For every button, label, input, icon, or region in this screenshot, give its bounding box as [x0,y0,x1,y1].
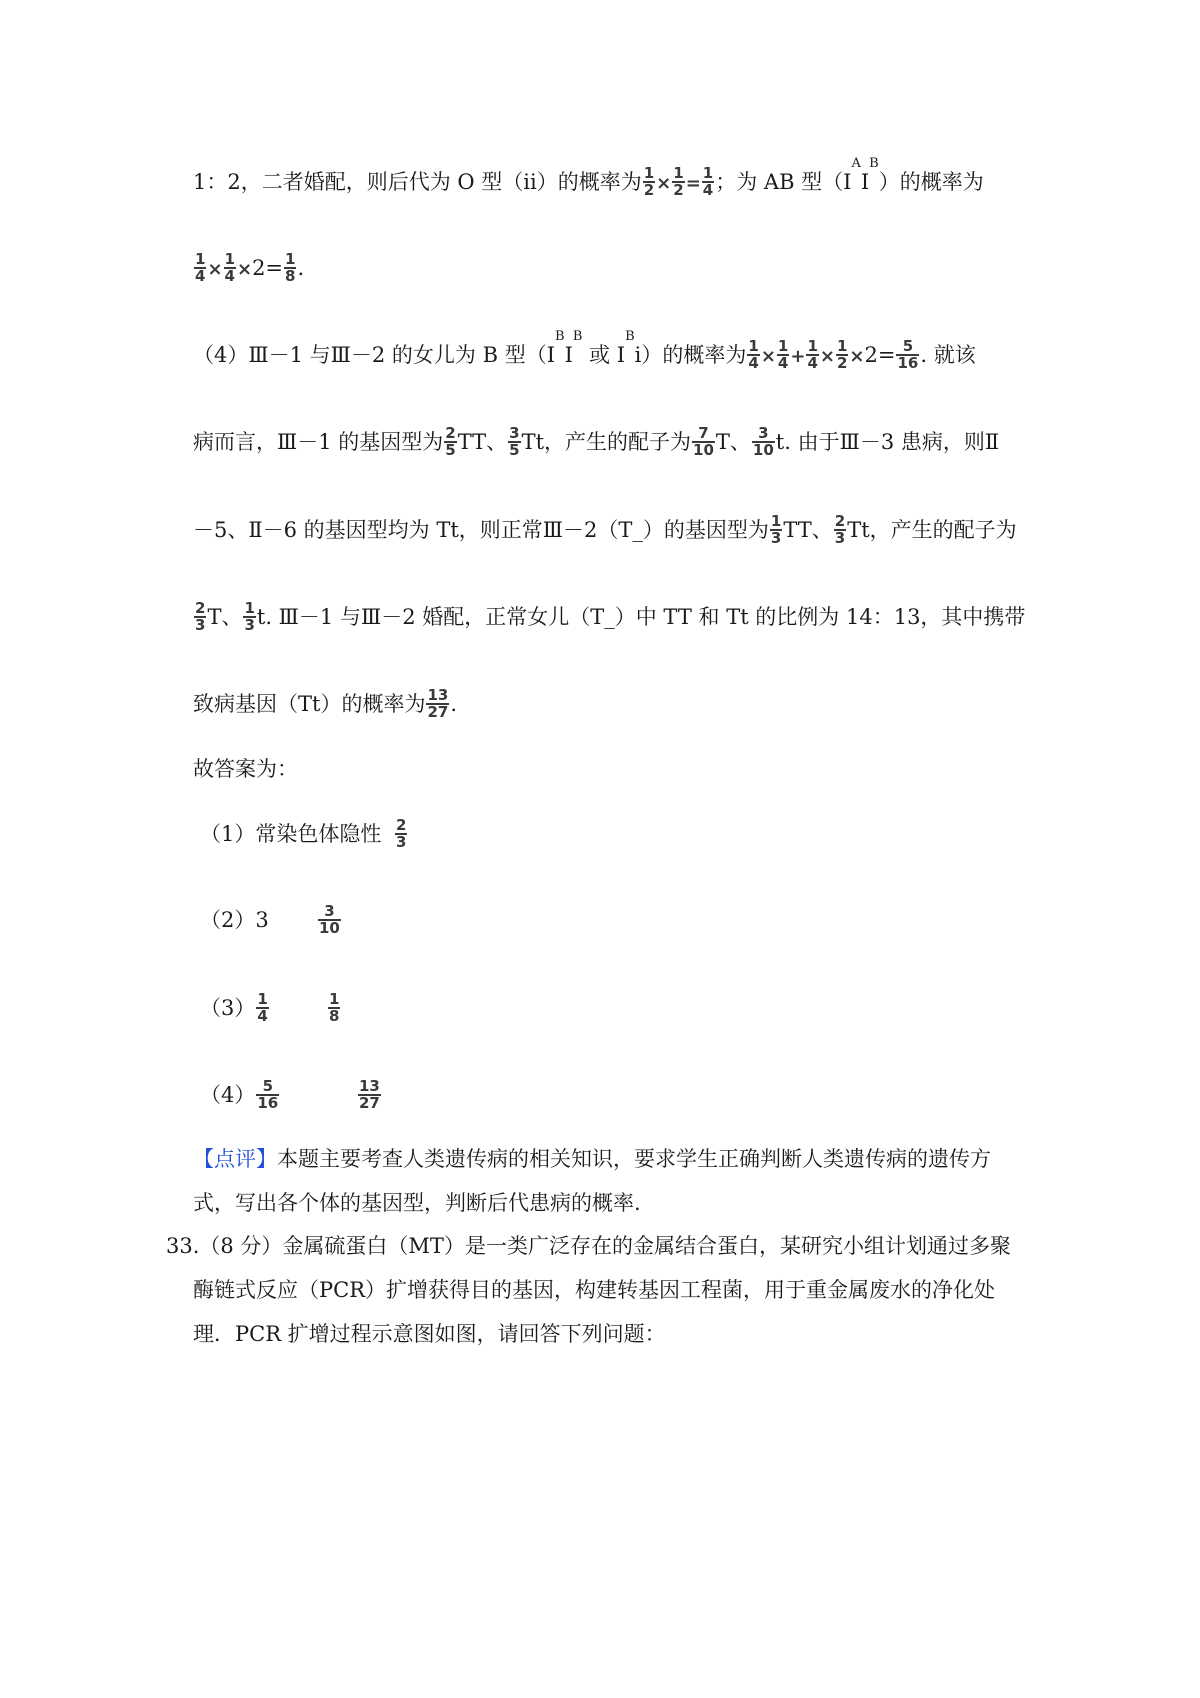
superscript: B [625,329,635,344]
text-span: t. 由于Ⅲ－3 患病，则Ⅱ [775,430,1000,454]
fraction: $\frac{1}{4}$ [777,336,789,372]
text-span: 或 I [582,343,626,367]
text-span: 2= [252,256,284,280]
times-sign: × [236,259,253,280]
fraction: $\frac{3}{5}$ [509,423,520,459]
times-sign: × [819,346,835,367]
fraction: $\frac{1}{2}$ [673,163,684,199]
answer-2 [200,905,269,935]
text-line-6 [193,598,1026,635]
times-sign: × [207,259,223,280]
fraction: $\frac{3}{10}$ [752,423,774,459]
text-span: Tt，产生的配子为 [521,430,692,454]
text-span: I [860,170,870,194]
superscript: A [851,156,861,171]
fraction: $\frac{13}{27}$ [427,685,449,721]
text-span: （3） [200,996,256,1020]
text-span: TT、 [783,518,833,542]
text-span: 致病基因（Tt）的概率为 [193,692,426,716]
fraction: $\frac{1}{4}$ [195,249,206,285]
text-span: （1）常染色体隐性 [200,822,382,846]
fraction: $\frac{1}{2}$ [836,336,848,372]
fraction: $\frac{13}{27}$ [359,1076,380,1112]
text-span: （4）Ⅲ－1 与Ⅲ－2 的女儿为 B 型（I [193,343,556,367]
question-33-line-1: 33.（8 分）金属硫蛋白（MT）是一类广泛存在的金属结合蛋白，某研究小组计划通过多聚 [166,1234,1011,1258]
text-span: （2）3 [200,908,269,932]
text-line-4 [193,423,1000,460]
text-span: I [564,343,573,367]
fraction: $\frac{2}{3}$ [834,511,846,547]
fraction: $\frac{1}{4}$ [702,163,714,199]
equals-sign: = [685,173,701,194]
answer-label: 故答案为： [193,757,298,781]
question-33-line-2: 酶链式反应（PCR）扩增获得目的基因，构建转基因工程菌，用于重金属废水的净化处 [193,1278,996,1302]
text-span: （4） [200,1083,256,1107]
fraction: $\frac{1}{3}$ [770,511,782,547]
plus-sign: + [790,346,806,367]
text-span: . [297,256,305,280]
question-33-line-3: 理．PCR 扩增过程示意图如图，请回答下列问题： [193,1322,666,1346]
text-span: 2= [864,343,896,367]
answer-4-value [357,1076,382,1113]
fraction: $\frac{1}{8}$ [285,249,296,285]
fraction: $\frac{5}{16}$ [897,336,919,372]
text-span: i）的概率为 [634,343,747,367]
times-sign: × [760,346,776,367]
fraction: $\frac{1}{4}$ [224,249,235,285]
fraction: $\frac{2}{5}$ [445,423,456,459]
text-span: ）的概率为 [878,170,984,194]
text-span: 病而言，Ⅲ－1 的基因型为 [193,430,444,454]
text-span: 本题主要考查人类遗传病的相关知识，要求学生正确判断人类遗传病的遗传方 [277,1147,991,1171]
text-line-7 [193,685,458,722]
comment-line-1 [193,1144,991,1174]
text-span: －5、Ⅱ－6 的基因型均为 Tt，则正常Ⅲ－2（T_）的基因型为 [193,518,769,542]
fraction: $\frac{1}{2}$ [643,163,655,199]
superscript: B [555,329,565,344]
fraction: $\frac{7}{10}$ [693,423,714,459]
comment-tag: 【点评】 [193,1147,277,1171]
fraction: $\frac{1}{3}$ [244,598,255,634]
text-line-5 [193,511,1017,548]
text-span: T、 [715,430,751,454]
times-sign: × [656,173,672,194]
text-line-2 [193,249,305,286]
answer-2-value [317,901,342,938]
answer-3 [200,989,270,1026]
text-span: . [450,692,458,716]
fraction: $\frac{5}{16}$ [257,1076,279,1112]
text-span: Tt，产生的配子为 [847,518,1017,542]
text-span: . 就该 [920,343,976,367]
fraction: $\frac{1}{4}$ [807,336,818,372]
fraction: $\frac{3}{10}$ [319,901,340,937]
answer-1-value [394,815,408,852]
fraction: $\frac{2}{3}$ [195,598,206,634]
text-span: ；为 AB 型（I [715,170,852,194]
text-line-1 [193,156,984,200]
fraction: $\frac{1}{4}$ [257,989,268,1025]
fraction: $\frac{1}{8}$ [329,989,340,1025]
text-span: TT、 [457,430,508,454]
text-span: t. Ⅲ－1 与Ⅲ－2 婚配，正常女儿（T_）中 TT 和 Tt 的比例为 14：13，其中携带 [256,605,1026,629]
fraction: $\frac{1}{4}$ [748,336,759,372]
times-sign: × [849,346,865,367]
superscript: B [869,156,879,171]
answer-4 [200,1076,280,1113]
superscript: B [572,329,583,344]
text-span: T、 [207,605,243,629]
answer-1 [200,819,381,849]
comment-line-2: 式，写出各个体的基因型，判断后代患病的概率. [193,1191,641,1215]
text-span: 1：2，二者婚配，则后代为 O 型（ii）的概率为 [193,170,642,194]
text-line-3 [193,329,976,373]
answer-3-value [327,989,341,1026]
fraction: $\frac{2}{3}$ [396,815,407,851]
